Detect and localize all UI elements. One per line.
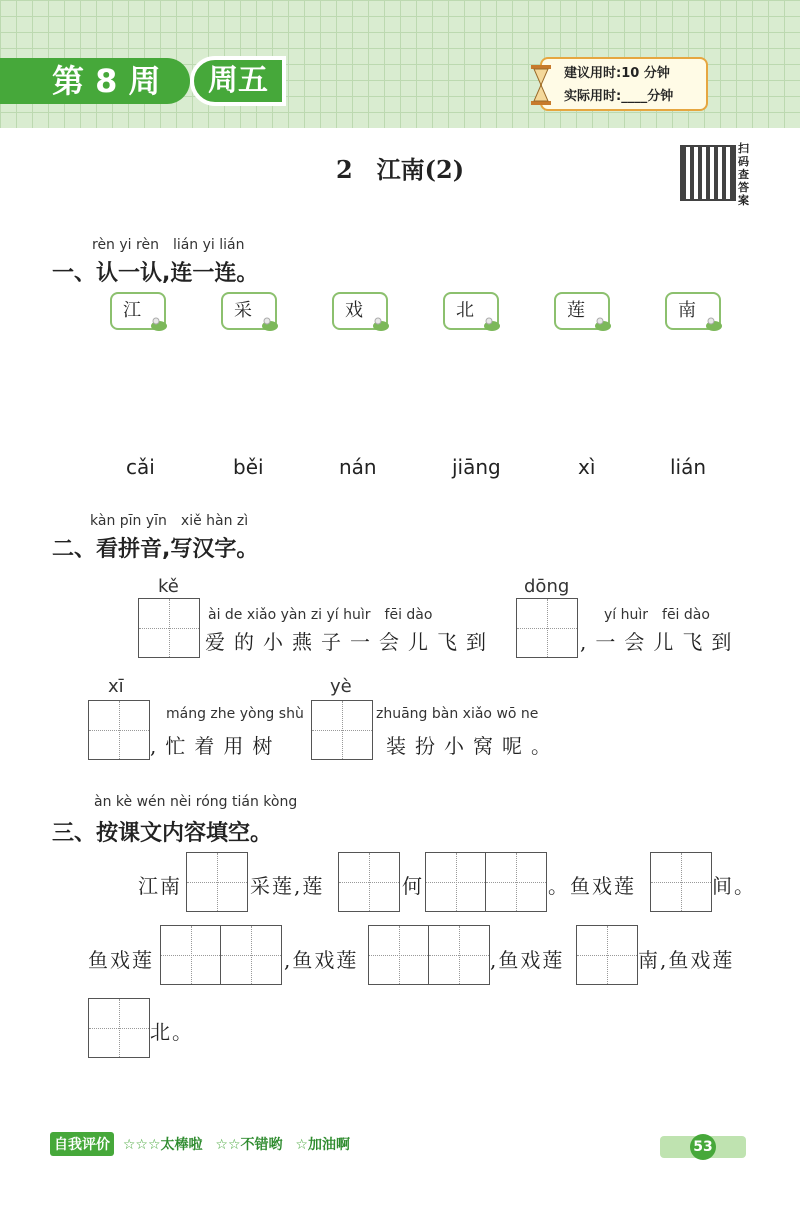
fill-text: ,鱼戏莲 (490, 948, 565, 972)
fill-text: 江南 (138, 874, 182, 898)
pinyin-option[interactable]: cǎi (126, 455, 155, 479)
pinyin-option[interactable]: lián (670, 455, 707, 479)
lotus-leaf-icon (594, 317, 612, 331)
fill-text: 鱼戏莲 (88, 948, 154, 972)
line1-pinyin-2: yí huìr fēi dào (604, 607, 710, 623)
star-icon[interactable]: ☆☆☆ (122, 1137, 161, 1153)
section2-heading: 二、看拼音,写汉字。 (52, 537, 259, 562)
page-number-badge (660, 1136, 746, 1158)
pinyin-ye: yè (330, 676, 352, 697)
star-icon[interactable]: ☆ (295, 1137, 308, 1153)
line1-pinyin: ài de xiǎo yàn zi yí huìr fēi dào (208, 607, 433, 623)
time-box (540, 57, 708, 111)
pinyin-option[interactable]: xì (578, 455, 596, 479)
page-title: 2 江南(2) (335, 155, 465, 184)
line1-text-2: ,一会儿飞到 (580, 630, 741, 654)
lotus-leaf-icon (483, 317, 501, 331)
char-label: 戏 (345, 300, 363, 321)
fill-box[interactable] (160, 925, 282, 985)
line2-text: ,忙着用树 (150, 734, 282, 758)
star-icon[interactable]: ☆☆ (215, 1137, 241, 1153)
fill-text: 北。 (150, 1020, 194, 1044)
self-eval-label: 自我评价 (50, 1132, 114, 1156)
writing-box[interactable] (311, 700, 373, 760)
char-card[interactable] (554, 292, 610, 330)
eval-good: 不错哟 (240, 1137, 283, 1153)
lotus-leaf-icon (705, 317, 723, 331)
fill-box[interactable] (186, 852, 248, 912)
line2-text-2: 装扮小窝呢。 (386, 734, 560, 758)
day-badge: 周五 (190, 56, 286, 106)
writing-box[interactable] (138, 598, 200, 658)
line2-pinyin: máng zhe yòng shù (166, 706, 304, 722)
fill-text: 采莲,莲 (250, 874, 325, 898)
char-label: 北 (456, 300, 474, 321)
line1-text: 爱的小燕子一会儿飞到 (205, 630, 495, 654)
hourglass-icon (530, 65, 552, 105)
fill-text: 间。 (712, 874, 756, 898)
char-label: 莲 (567, 300, 585, 321)
section1-heading: 一、认一认,连一连。 (52, 261, 259, 286)
pinyin-ke: kě (158, 576, 179, 597)
lotus-leaf-icon (150, 317, 168, 331)
pinyin-xi: xī (108, 676, 124, 697)
fill-text: 南,鱼戏莲 (638, 948, 735, 972)
eval-great: 太棒啦 (160, 1137, 203, 1153)
fill-text: ,鱼戏莲 (284, 948, 359, 972)
line2-pinyin-2: zhuāng bàn xiǎo wō ne (376, 706, 539, 722)
pinyin-option[interactable]: nán (339, 455, 377, 479)
section2-pinyin: kàn pīn yīn xiě hàn zì (90, 513, 249, 529)
fill-box[interactable] (650, 852, 712, 912)
fill-box[interactable] (425, 852, 547, 912)
suggested-time: 建议用时:10 分钟 (564, 66, 670, 81)
qr-code-icon[interactable] (680, 145, 736, 201)
week-badge: 第 8 周 (0, 58, 190, 104)
char-card[interactable] (110, 292, 166, 330)
actual-time: 实际用时:____分钟 (564, 89, 674, 104)
char-label: 江 (123, 300, 141, 321)
char-card[interactable] (665, 292, 721, 330)
fill-box[interactable] (368, 925, 490, 985)
page-header (0, 0, 800, 128)
eval-keep-going: 加油啊 (307, 1137, 350, 1153)
pinyin-option[interactable]: jiāng (452, 455, 501, 479)
fill-box[interactable] (338, 852, 400, 912)
fill-box[interactable] (88, 998, 150, 1058)
section1-pinyin: rèn yi rèn lián yi lián (92, 237, 245, 253)
fill-text: 何 (402, 874, 431, 898)
lotus-leaf-icon (372, 317, 390, 331)
fill-box[interactable] (576, 925, 638, 985)
char-label: 采 (234, 300, 252, 321)
fill-text: 。鱼戏莲 (548, 874, 636, 898)
pinyin-option[interactable]: běi (233, 455, 264, 479)
lotus-leaf-icon (261, 317, 279, 331)
char-card[interactable] (443, 292, 499, 330)
char-card[interactable] (221, 292, 277, 330)
pinyin-dong: dōng (524, 576, 570, 597)
section3-pinyin: àn kè wén nèi róng tián kòng (94, 794, 298, 810)
self-evaluation (50, 1132, 350, 1156)
writing-box[interactable] (88, 700, 150, 760)
char-label: 南 (678, 300, 696, 321)
section3-heading: 三、按课文内容填空。 (52, 821, 273, 846)
page-number: 53 (690, 1134, 716, 1160)
qr-label: 扫码查答案 (738, 142, 749, 207)
char-card[interactable] (332, 292, 388, 330)
writing-box[interactable] (516, 598, 578, 658)
